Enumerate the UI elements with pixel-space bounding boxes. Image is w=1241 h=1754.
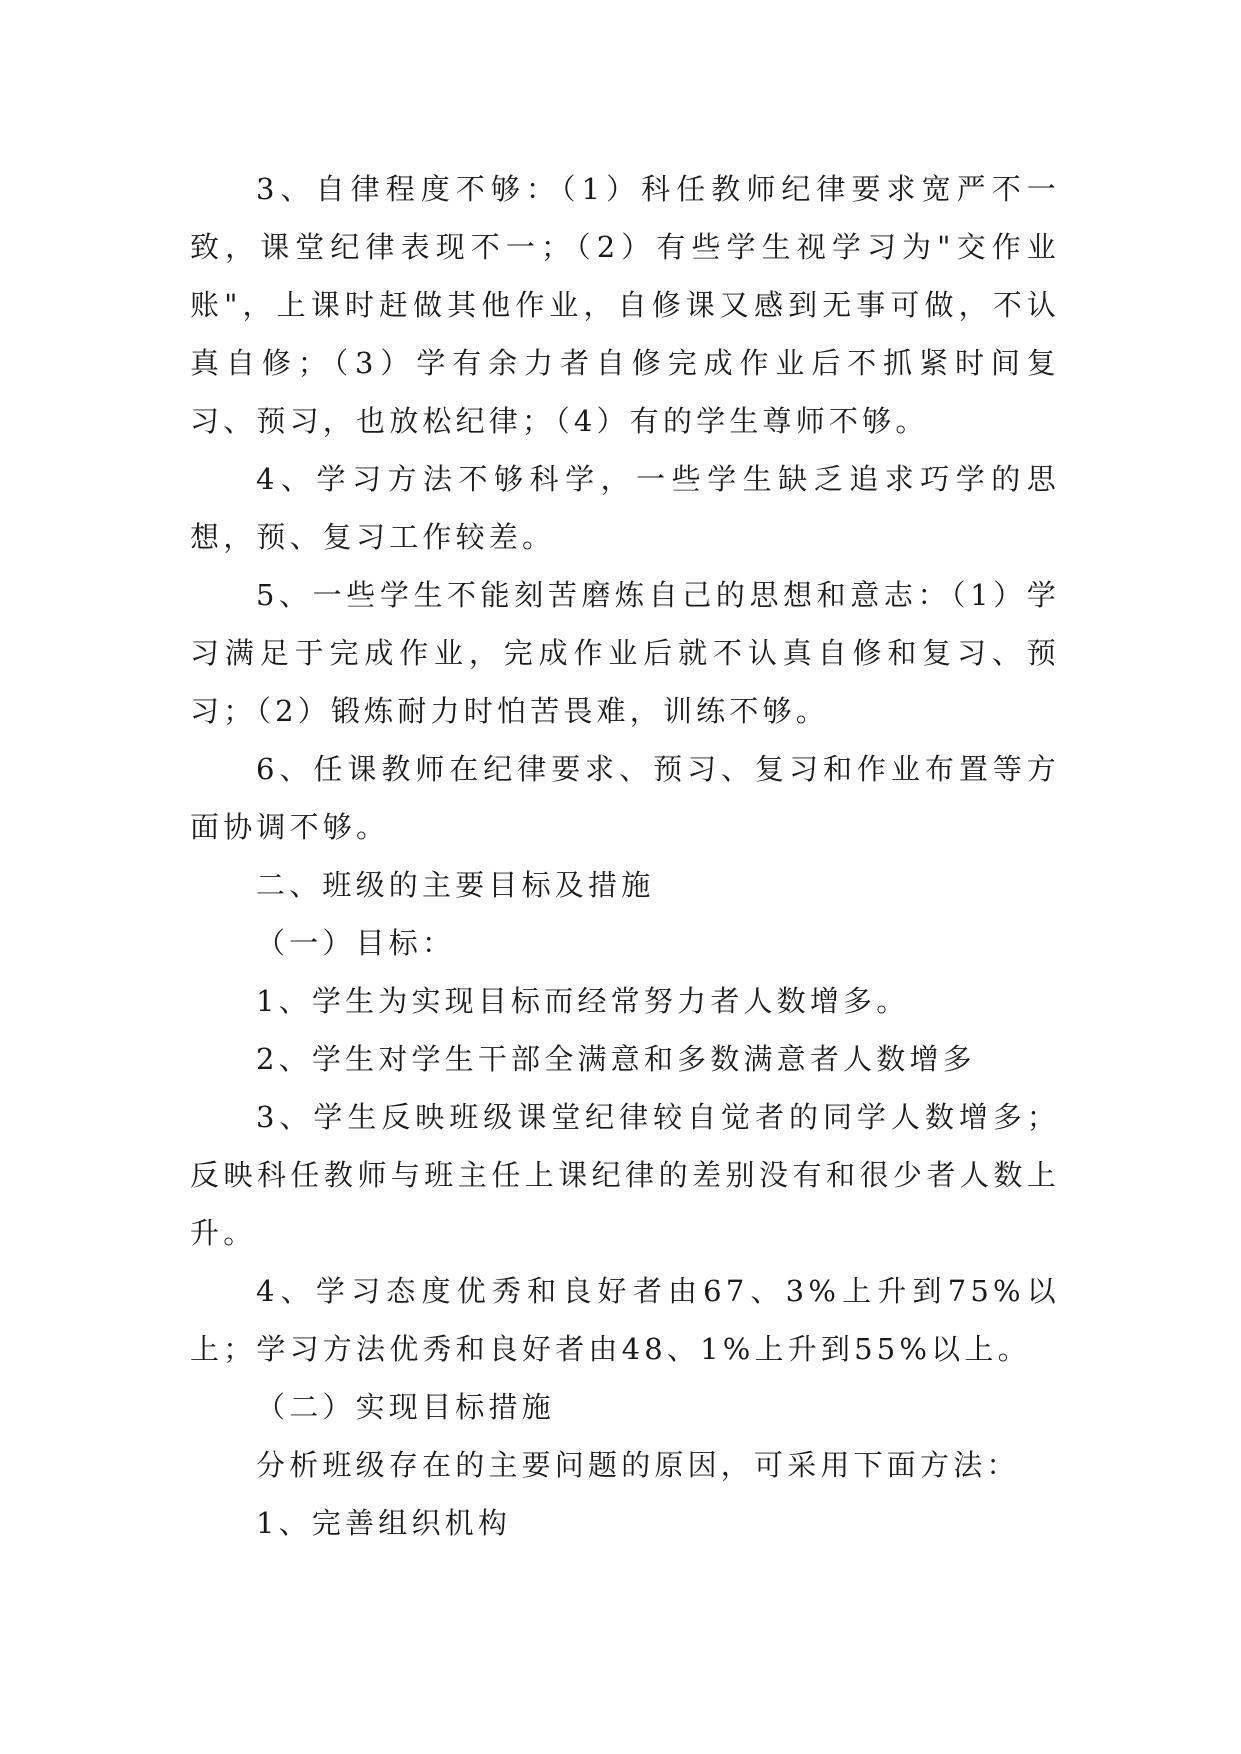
subheading-measures: （二）实现目标措施	[256, 1390, 555, 1424]
paragraph-measure-1: 1、完善组织机构	[256, 1506, 512, 1540]
document-page	[190, 160, 1060, 1552]
paragraph-study-method: 4、学习方法不够科学，一些学生缺乏追求巧学的思想，预、复习工作较差。	[190, 462, 1060, 554]
section-heading-goals-measures: 二、班级的主要目标及措施	[256, 868, 655, 902]
paragraph-goal-3: 3、学生反映班级课堂纪律较自觉者的同学人数增多；反映科任教师与班主任上课纪律的差别没有和很少者人数上升。	[190, 1100, 1060, 1250]
paragraph-goal-2: 2、学生对学生干部全满意和多数满意者人数增多	[256, 1042, 976, 1076]
paragraph-goal-4: 4、学习态度优秀和良好者由67、3%上升到75%以上；学习方法优秀和良好者由48、1%上升到55%以上。	[190, 1274, 1060, 1366]
paragraph-will-training: 5、一些学生不能刻苦磨炼自己的思想和意志：（1）学习满足于完成作业，完成作业后就不认真自修和复习、预习；（2）锻炼耐力时怕苦畏难，训练不够。	[190, 578, 1060, 728]
subheading-goals: （一）目标：	[256, 926, 456, 960]
paragraph-goal-1: 1、学生为实现目标而经常努力者人数增多。	[256, 984, 910, 1018]
paragraph-analysis: 分析班级存在的主要问题的原因，可采用下面方法：	[256, 1448, 1020, 1482]
paragraph-self-discipline: 3、自律程度不够：（1）科任教师纪律要求宽严不一致，课堂纪律表现不一；（2）有些学生视学习为"交作业账"，上课时赶做其他作业，自修课又感到无事可做，不认真自修；（3）学有余力者自修完成作业后不抓紧时间复习、预习，也放松纪律；（4）有的学生尊师不够。	[190, 172, 1060, 438]
paragraph-teacher-coordination: 6、任课教师在纪律要求、预习、复习和作业布置等方面协调不够。	[190, 752, 1060, 844]
